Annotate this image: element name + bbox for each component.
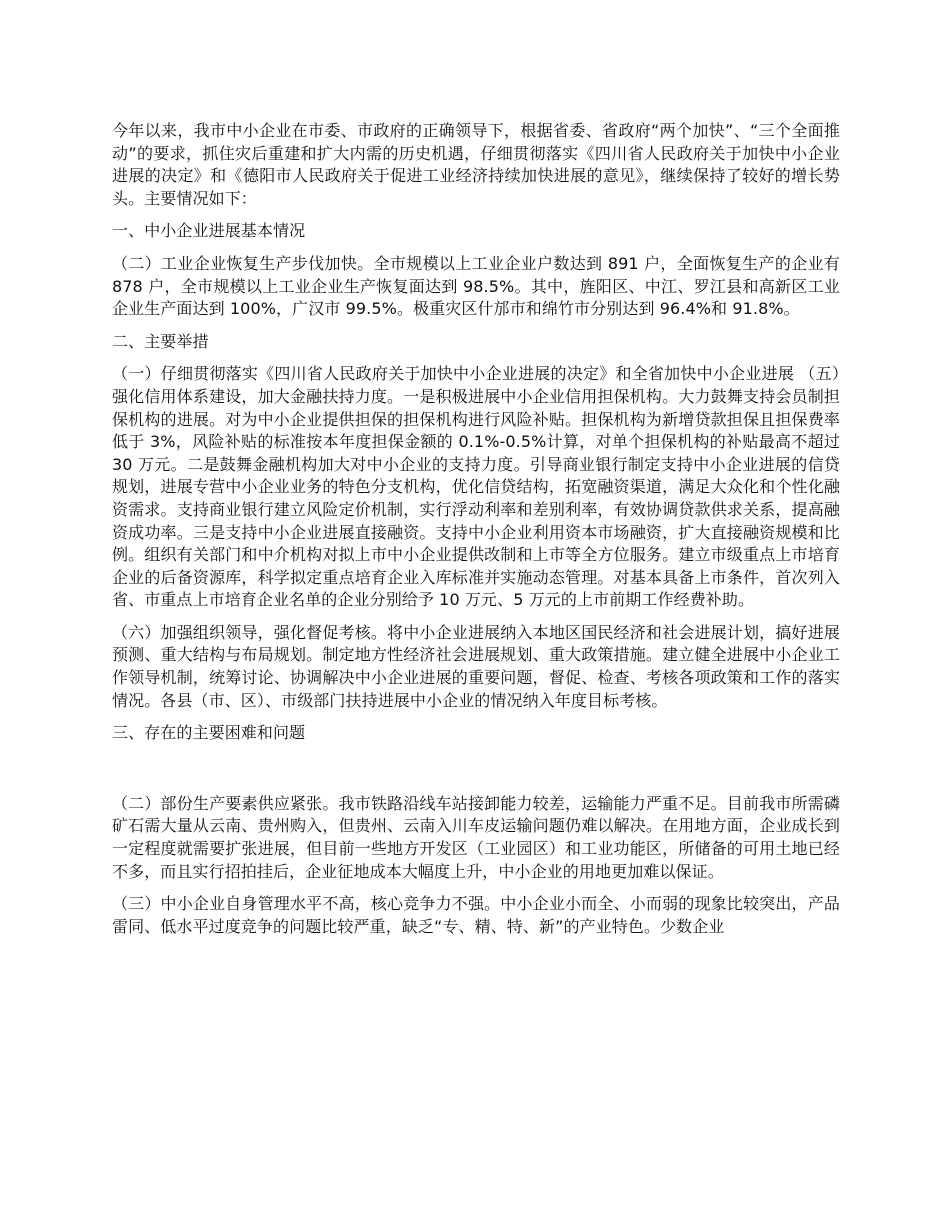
section-heading-difficulties: 三、存在的主要困难和问题 bbox=[112, 723, 306, 743]
blank-gap bbox=[112, 755, 840, 793]
section-heading-basic-situation: 一、中小企业进展基本情况 bbox=[112, 221, 306, 241]
section-heading-main-measures: 二、主要举措 bbox=[112, 331, 209, 351]
paragraph-organization-leadership: （六）加强组织领导，强化督促考核。将中小企业进展纳入本地区国民经济和社会进展计划，搞好进展预测、重大结构与布局规划。制定地方性经济社会进展规划、重大政策措施。建立健全进展中小企业工作领导机制，统筹讨论、协调解决中小企业进展的重要问题，督促、检查、考核各项政策和工作的落实情况。各县（市、区）、市级部门扶持进展中小企业的情况纳入年度目标考核。 bbox=[112, 622, 840, 710]
paragraph-management-level: （三）中小企业自身管理水平不高，核心竞争力不强。中小企业小而全、小而弱的现象比较突出，产品雷同、低水平过度竞争的问题比较严重，缺乏“专、精、特、新”的产业特色。少数企业 bbox=[112, 894, 840, 936]
paragraph-production-recovery: （二）工业企业恢复生产步伐加快。全市规模以上工业企业户数达到 891 户，全面恢复生产的企业有 878 户，全市规模以上工业企业生产恢复面达到 98.5%。其中，旌阳区、中江、罗江县和高新区工业企业生产面达到 100%，广汉市 99.5%。极重灾区什邡市和绵竹市分别达到 96.4%和 91.8%。 bbox=[112, 253, 840, 319]
paragraph-credit-finance: （一）仔细贯彻落实《四川省人民政府关于加快中小企业进展的决定》和全省加快中小企业进展 （五）强化信用体系建设，加大金融扶持力度。一是积极进展中小企业信用担保机构。大力鼓舞支持会员制担保机构的进展。对为中小企业提供担保的担保机构进行风险补贴。担保机构为新增贷款担保且担保费率低于 3%，风险补贴的标准按本年度担保金额的 0.1%-0.5%计算，对单个担保机构的补贴最高不超过 30 万元。二是鼓舞金融机构加大对中小企业的支持力度。引导商业银行制定支持中小企业进展的信贷规划，进展专营中小企业业务的特色分支机构，优化信贷结构，拓宽融资渠道，满足大众化和个性化融资需求。支持商业银行建立风险定价机制，实行浮动利率和差别利率，有效协调贷款供求关系，提高融资成功率。三是支持中小企业进展直接融资。支持中小企业利用资本市场融资，扩大直接融资规模和比例。组织有关部门和中介机构对拟上市中小企业提供改制和上市等全方位服务。建立市级重点上市培育企业的后备资源库，科学拟定重点培育企业入库标准并实施动态管理。对基本具备上市条件，首次列入省、市重点上市培育企业名单的企业分别给予 10 万元、5 万元的上市前期工作经费补助。 bbox=[112, 364, 840, 610]
document-page bbox=[112, 120, 840, 948]
intro-paragraph: 今年以来，我市中小企业在市委、市政府的正确领导下，根据省委、省政府“两个加快”、“三个全面推动”的要求，抓住灾后重建和扩大内需的历史机遇，仔细贯彻落实《四川省人民政府关于加快中小企业进展的决定》和《德阳市人民政府关于促进工业经济持续加快进展的意见》，继续保持了较好的增长势头。主要情况如下： bbox=[112, 121, 840, 208]
paragraph-production-factors: （二）部份生产要素供应紧张。我市铁路沿线车站接卸能力较差，运输能力严重不足。目前我市所需磷矿石需大量从云南、贵州购入，但贵州、云南入川车皮运输问题仍难以解决。在用地方面，企业成长到一定程度就需要扩张进展，但目前一些地方开发区（工业园区）和工业功能区，所储备的可用土地已经不多，而且实行招拍挂后，企业征地成本大幅度上升，中小企业的用地更加难以保证。 bbox=[112, 793, 840, 881]
